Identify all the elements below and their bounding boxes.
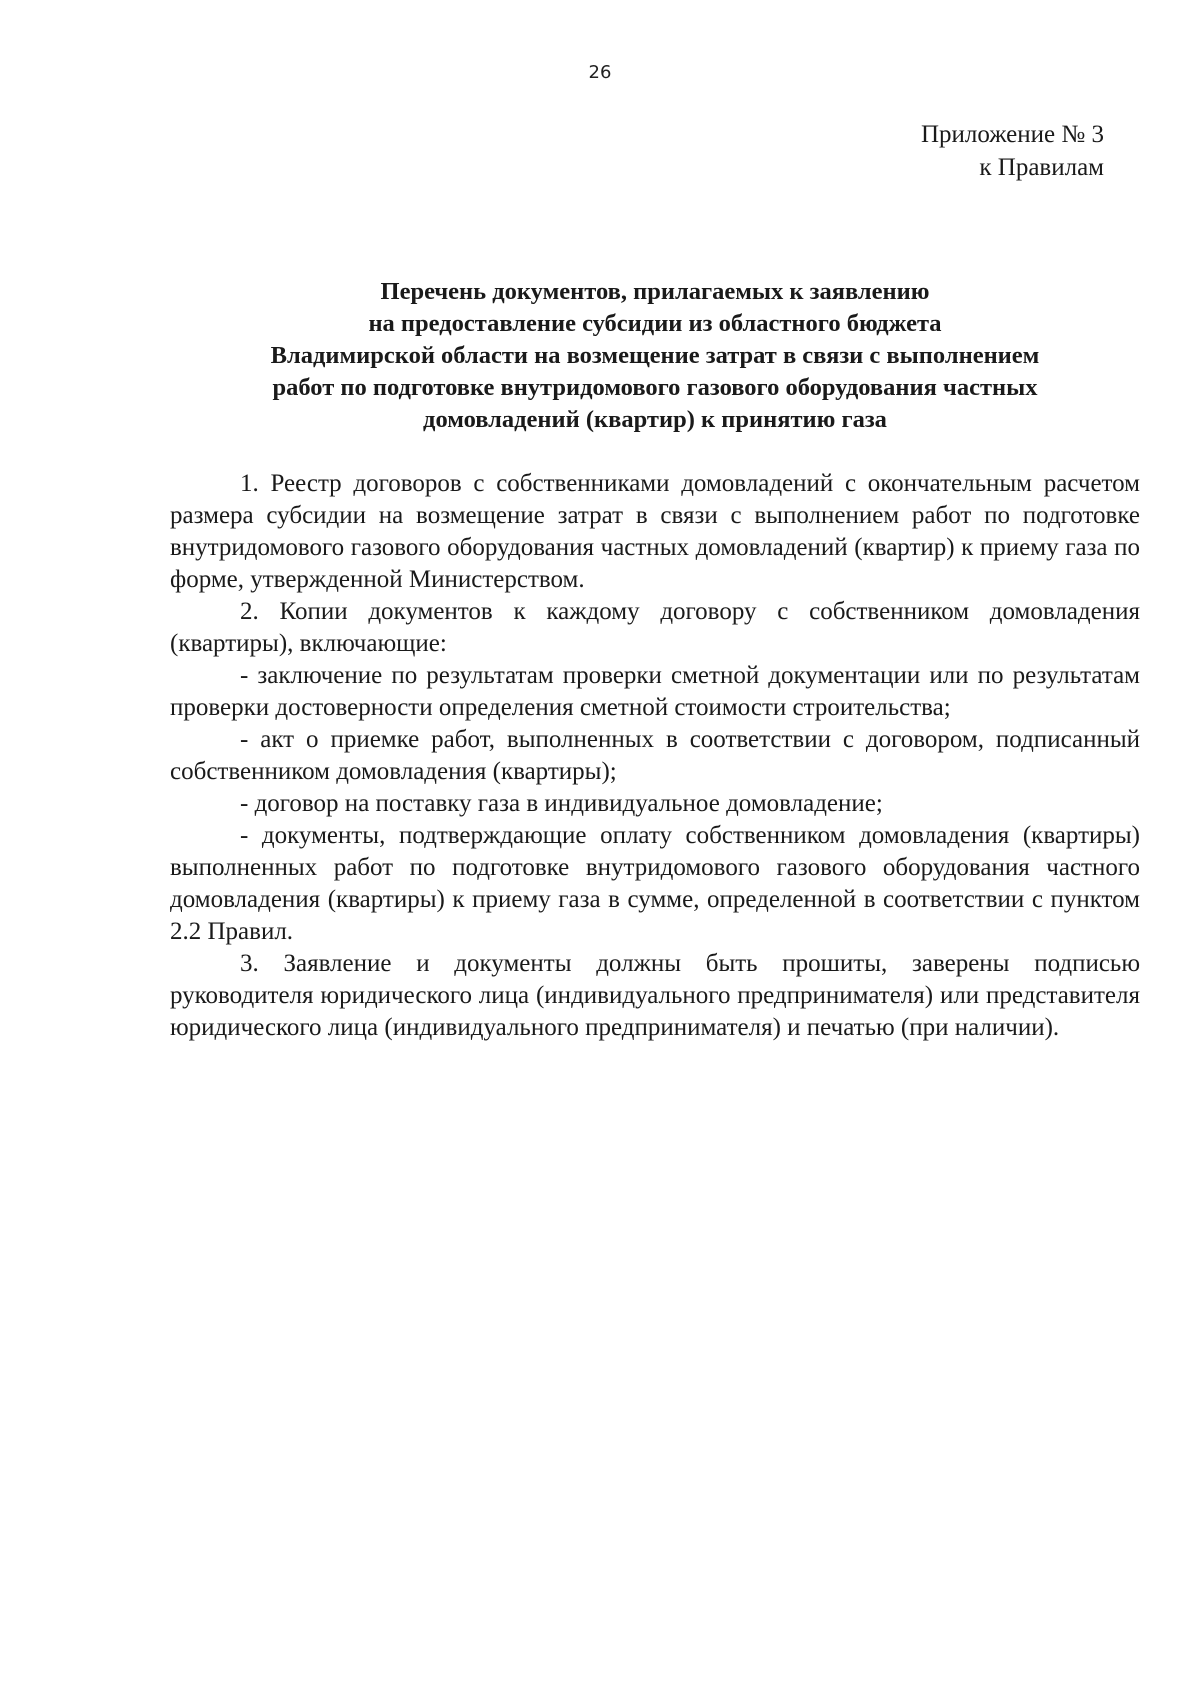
- list-item-payment-documents: - документы, подтверждающие оплату собственником домовладения (квартиры) выполненных работ по подготовке внутридомового газового оборудования частного домовладения (квартиры) к приему газа в сумме, определенной в соответствии с пунктом 2.2 Правил.: [170, 822, 1140, 945]
- title-line: Перечень документов, прилагаемых к заявлению: [380, 278, 930, 305]
- appendix-number: Приложение № 3: [920, 121, 1104, 148]
- list-item-acceptance-act: - акт о приемке работ, выполненных в соответствии с договором, подписанный собственником домовладения (квартиры);: [170, 726, 1140, 785]
- paragraph-item-3: 3. Заявление и документы должны быть прошиты, заверены подписью руководителя юридического лица (индивидуального предпринимателя) или представителя юридического лица (индивидуального предпринимателя) и печатью (при наличии).: [170, 950, 1140, 1041]
- paragraph-item-1: 1. Реестр договоров с собственниками домовладений с окончательным расчетом размера субсидии на возмещение затрат в связи с выполнением работ по подготовке внутридомового газового оборудования частных домовладений (квартир) к приему газа по форме, утвержденной Министерством.: [170, 470, 1140, 593]
- document-title: [170, 276, 1140, 436]
- title-line: Владимирской области на возмещение затрат в связи с выполнением: [270, 342, 1040, 369]
- list-item-conclusion: - заключение по результатам проверки сметной документации или по результатам проверки достоверности определения сметной стоимости строительства;: [170, 662, 1140, 721]
- appendix-reference: [921, 118, 1104, 184]
- page-number: 26: [588, 62, 612, 83]
- list-item-gas-contract: - договор на поставку газа в индивидуальное домовладение;: [240, 790, 883, 817]
- appendix-rules: к Правилам: [979, 154, 1104, 181]
- paragraph-item-2: 2. Копии документов к каждому договору с собственником домовладения (квартиры), включающие:: [170, 598, 1140, 657]
- title-line: домовладений (квартир) к принятию газа: [423, 406, 887, 433]
- title-line: на предоставление субсидии из областного бюджета: [368, 310, 942, 337]
- title-line: работ по подготовке внутридомового газового оборудования частных: [272, 374, 1038, 401]
- document-body: [170, 468, 1140, 1044]
